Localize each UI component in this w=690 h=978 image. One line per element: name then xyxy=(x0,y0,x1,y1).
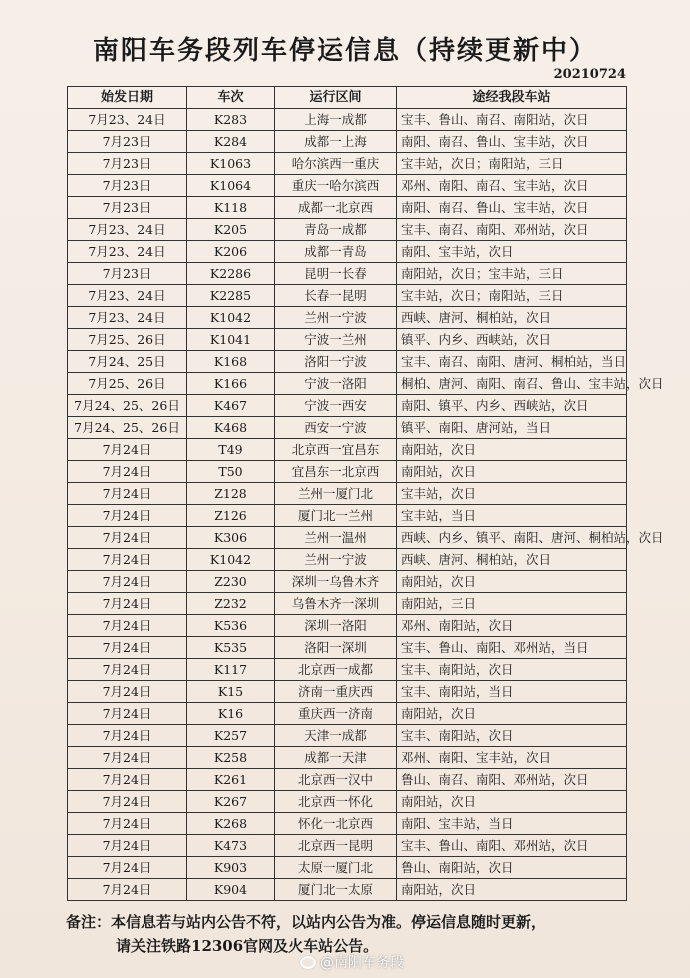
cell-date: 7月24日 xyxy=(68,725,187,747)
page-title: 南阳车务段列车停运信息（持续更新中） xyxy=(92,36,597,66)
table-row xyxy=(68,417,627,439)
cell-stations: 南阳站，次日 xyxy=(397,461,627,483)
cell-route: 兰州一宁波 xyxy=(275,549,397,571)
table-row xyxy=(68,219,627,241)
cell-train: K257 xyxy=(187,725,275,747)
cell-stations: 宝丰站，当日 xyxy=(397,505,627,527)
cell-train: K284 xyxy=(187,131,275,153)
cell-stations: 西峡、内乡、镇平、南阳、唐河、桐柏站，次日 xyxy=(397,527,627,549)
cell-date: 7月23、24日 xyxy=(68,307,187,329)
cell-date: 7月23、24日 xyxy=(68,241,187,263)
publish-date: 20210724 xyxy=(553,67,626,82)
cell-date: 7月25、26日 xyxy=(68,373,187,395)
cell-route: 北京西一宜昌东 xyxy=(275,439,397,461)
table-row xyxy=(68,505,627,527)
cell-route: 北京西一怀化 xyxy=(275,791,397,813)
cell-train: T50 xyxy=(187,461,275,483)
cell-stations: 宝丰、南阳站，次日 xyxy=(397,659,627,681)
cell-stations: 南阳、宝丰站，当日 xyxy=(397,813,627,835)
table-row xyxy=(68,549,627,571)
cell-route: 哈尔滨西一重庆 xyxy=(275,153,397,175)
table-row xyxy=(68,351,627,373)
cell-date: 7月24、25、26日 xyxy=(68,417,187,439)
cell-route: 厦门北一兰州 xyxy=(275,505,397,527)
table-row xyxy=(68,329,627,351)
cell-route: 成都一北京西 xyxy=(275,197,397,219)
cell-date: 7月24日 xyxy=(68,527,187,549)
cell-route: 兰州一宁波 xyxy=(275,307,397,329)
cell-train: K2285 xyxy=(187,285,275,307)
cell-train: K117 xyxy=(187,659,275,681)
cell-date: 7月24日 xyxy=(68,439,187,461)
cell-train: K283 xyxy=(187,109,275,131)
cell-train: Z128 xyxy=(187,483,275,505)
cell-date: 7月24日 xyxy=(68,571,187,593)
cell-route: 昆明一长春 xyxy=(275,263,397,285)
table-row xyxy=(68,285,627,307)
cell-date: 7月24日 xyxy=(68,681,187,703)
cell-stations: 宝丰、南阳站，当日 xyxy=(397,681,627,703)
cell-stations: 桐柏、唐河、南阳、南召、鲁山、宝丰站，次日 xyxy=(397,373,627,395)
cell-date: 7月24日 xyxy=(68,791,187,813)
cell-route: 青岛一成都 xyxy=(275,219,397,241)
cell-train: K258 xyxy=(187,747,275,769)
cell-date: 7月24、25、26日 xyxy=(68,395,187,417)
cell-train: Z126 xyxy=(187,505,275,527)
cell-date: 7月24日 xyxy=(68,879,187,901)
cell-train: K467 xyxy=(187,395,275,417)
watermark xyxy=(300,952,404,972)
table-row xyxy=(68,131,627,153)
table-row xyxy=(68,241,627,263)
table-row xyxy=(68,175,627,197)
cell-date: 7月24日 xyxy=(68,835,187,857)
cell-stations: 镇平、内乡、西峡站，次日 xyxy=(397,329,627,351)
cell-stations: 宝丰、鲁山、南阳、邓州站，当日 xyxy=(397,637,627,659)
table-row xyxy=(68,725,627,747)
cell-train: K468 xyxy=(187,417,275,439)
cell-date: 7月23日 xyxy=(68,175,187,197)
cell-train: K15 xyxy=(187,681,275,703)
cell-train: K473 xyxy=(187,835,275,857)
cell-date: 7月24日 xyxy=(68,659,187,681)
cell-stations: 邓州、南阳站，次日 xyxy=(397,615,627,637)
cell-route: 乌鲁木齐一深圳 xyxy=(275,593,397,615)
cell-date: 7月23日 xyxy=(68,263,187,285)
cell-date: 7月24日 xyxy=(68,593,187,615)
cell-route: 成都一青岛 xyxy=(275,241,397,263)
cell-route: 兰州一温州 xyxy=(275,527,397,549)
cell-stations: 宝丰站，次日；南阳站，三日 xyxy=(397,153,627,175)
cell-stations: 南阳、南召、鲁山、宝丰站，次日 xyxy=(397,197,627,219)
cell-train: K268 xyxy=(187,813,275,835)
cell-train: K261 xyxy=(187,769,275,791)
cell-stations: 宝丰、南阳站，次日 xyxy=(397,725,627,747)
header-stations: 途经我段车站 xyxy=(397,87,627,109)
cell-train: K904 xyxy=(187,879,275,901)
cell-train: K535 xyxy=(187,637,275,659)
table-row xyxy=(68,747,627,769)
cell-stations: 鲁山、南阳站，次日 xyxy=(397,857,627,879)
table-row xyxy=(68,395,627,417)
cell-date: 7月24日 xyxy=(68,549,187,571)
cell-stations: 宝丰、鲁山、南召、南阳站，次日 xyxy=(397,109,627,131)
table-row xyxy=(68,659,627,681)
cell-stations: 邓州、南阳、南召、宝丰站，次日 xyxy=(397,175,627,197)
cell-train: K1042 xyxy=(187,307,275,329)
cell-stations: 邓州、南阳、宝丰站，次日 xyxy=(397,747,627,769)
table-row xyxy=(68,791,627,813)
cell-route: 重庆一哈尔滨西 xyxy=(275,175,397,197)
cell-route: 洛阳一深圳 xyxy=(275,637,397,659)
cell-date: 7月23、24日 xyxy=(68,285,187,307)
cell-train: K903 xyxy=(187,857,275,879)
cell-train: K118 xyxy=(187,197,275,219)
cell-train: K16 xyxy=(187,703,275,725)
cell-route: 上海一成都 xyxy=(275,109,397,131)
cell-date: 7月23日 xyxy=(68,131,187,153)
cell-stations: 南阳、宝丰站，次日 xyxy=(397,241,627,263)
header-train: 车次 xyxy=(187,87,275,109)
cell-route: 济南一重庆西 xyxy=(275,681,397,703)
cell-route: 重庆西一济南 xyxy=(275,703,397,725)
table-row xyxy=(68,571,627,593)
cell-train: Z232 xyxy=(187,593,275,615)
cell-train: K166 xyxy=(187,373,275,395)
cell-date: 7月24日 xyxy=(68,637,187,659)
cell-date: 7月24日 xyxy=(68,769,187,791)
table-row xyxy=(68,483,627,505)
cell-route: 成都一天津 xyxy=(275,747,397,769)
cell-stations: 宝丰、南召、南阳、邓州站，次日 xyxy=(397,219,627,241)
watermark-text: @南阳车务段 xyxy=(320,955,404,971)
cell-train: K205 xyxy=(187,219,275,241)
cell-route: 厦门北一太原 xyxy=(275,879,397,901)
cell-route: 宁波一洛阳 xyxy=(275,373,397,395)
cell-date: 7月25、26日 xyxy=(68,329,187,351)
cell-stations: 宝丰站，次日 xyxy=(397,483,627,505)
cell-route: 宁波一兰州 xyxy=(275,329,397,351)
cell-stations: 镇平、南阳、唐河站，当日 xyxy=(397,417,627,439)
cell-date: 7月24日 xyxy=(68,505,187,527)
cell-date: 7月24日 xyxy=(68,483,187,505)
cell-route: 北京西一成都 xyxy=(275,659,397,681)
table-row xyxy=(68,681,627,703)
header-date: 始发日期 xyxy=(68,87,187,109)
cell-route: 太原一厦门北 xyxy=(275,857,397,879)
cell-route: 兰州一厦门北 xyxy=(275,483,397,505)
cell-train: T49 xyxy=(187,439,275,461)
cell-train: K1041 xyxy=(187,329,275,351)
cell-date: 7月23、24日 xyxy=(68,109,187,131)
cell-train: K168 xyxy=(187,351,275,373)
cell-train: K206 xyxy=(187,241,275,263)
footnote xyxy=(66,910,646,958)
cell-train: K1063 xyxy=(187,153,275,175)
cell-stations: 宝丰站，次日；南阳站，三日 xyxy=(397,285,627,307)
cell-stations: 南阳站，次日；宝丰站，三日 xyxy=(397,263,627,285)
table-row xyxy=(68,461,627,483)
table-row xyxy=(68,197,627,219)
cell-stations: 南阳站，次日 xyxy=(397,791,627,813)
header-route: 运行区间 xyxy=(275,87,397,109)
cell-stations: 西峡、唐河、桐柏站，次日 xyxy=(397,549,627,571)
cell-route: 北京西一汉中 xyxy=(275,769,397,791)
cell-route: 成都一上海 xyxy=(275,131,397,153)
cell-date: 7月23、24日 xyxy=(68,219,187,241)
cell-date: 7月24日 xyxy=(68,747,187,769)
cell-route: 深圳一乌鲁木齐 xyxy=(275,571,397,593)
footnote-line-2: 请关注铁路12306官网及火车站公告。 xyxy=(116,937,379,955)
cell-stations: 宝丰、鲁山、南阳、邓州站，次日 xyxy=(397,835,627,857)
cell-stations: 南阳站，次日 xyxy=(397,703,627,725)
cell-train: K536 xyxy=(187,615,275,637)
cell-train: K267 xyxy=(187,791,275,813)
table-row xyxy=(68,615,627,637)
cell-stations: 南阳站，次日 xyxy=(397,571,627,593)
table-row xyxy=(68,527,627,549)
cell-stations: 南阳站，次日 xyxy=(397,439,627,461)
footnote-line-1: 备注：本信息若与站内公告不符，以站内公告为准。停运信息随时更新， xyxy=(66,913,547,931)
table-row xyxy=(68,835,627,857)
table-row xyxy=(68,857,627,879)
cell-route: 怀化一北京西 xyxy=(275,813,397,835)
table-header-row xyxy=(68,87,627,109)
table-row xyxy=(68,307,627,329)
table-row xyxy=(68,813,627,835)
cell-route: 长春一昆明 xyxy=(275,285,397,307)
weibo-icon xyxy=(300,956,316,969)
cell-stations: 南阳、南召、鲁山、宝丰站，次日 xyxy=(397,131,627,153)
table-row xyxy=(68,879,627,901)
cell-route: 西安一宁波 xyxy=(275,417,397,439)
cell-route: 深圳一洛阳 xyxy=(275,615,397,637)
cell-date: 7月24日 xyxy=(68,615,187,637)
table-row xyxy=(68,153,627,175)
cell-train: K1042 xyxy=(187,549,275,571)
cell-train: K1064 xyxy=(187,175,275,197)
cell-date: 7月24日 xyxy=(68,813,187,835)
cell-stations: 鲁山、南召、南阳、邓州站，次日 xyxy=(397,769,627,791)
table-row xyxy=(68,703,627,725)
cell-train: K2286 xyxy=(187,263,275,285)
cell-date: 7月23日 xyxy=(68,153,187,175)
table-row xyxy=(68,769,627,791)
cell-stations: 西峡、唐河、桐柏站，次日 xyxy=(397,307,627,329)
table-row xyxy=(68,637,627,659)
cell-date: 7月24日 xyxy=(68,703,187,725)
cell-date: 7月24日 xyxy=(68,461,187,483)
table-row xyxy=(68,263,627,285)
cell-stations: 南阳站，三日 xyxy=(397,593,627,615)
cell-stations: 南阳站，次日 xyxy=(397,879,627,901)
cell-route: 洛阳一宁波 xyxy=(275,351,397,373)
table-row xyxy=(68,593,627,615)
cell-route: 北京西一昆明 xyxy=(275,835,397,857)
cell-route: 宁波一西安 xyxy=(275,395,397,417)
cell-date: 7月24、25日 xyxy=(68,351,187,373)
table-row xyxy=(68,439,627,461)
suspension-table xyxy=(67,86,664,901)
cell-route: 天津一成都 xyxy=(275,725,397,747)
cell-train: K306 xyxy=(187,527,275,549)
table-row xyxy=(68,373,627,395)
cell-train: Z230 xyxy=(187,571,275,593)
cell-stations: 宝丰、南召、南阳、唐河、桐柏站，当日 xyxy=(397,351,627,373)
cell-date: 7月24日 xyxy=(68,857,187,879)
cell-stations: 南阳、镇平、内乡、西峡站，次日 xyxy=(397,395,627,417)
cell-date: 7月23日 xyxy=(68,197,187,219)
table-row xyxy=(68,109,627,131)
cell-route: 宜昌东一北京西 xyxy=(275,461,397,483)
